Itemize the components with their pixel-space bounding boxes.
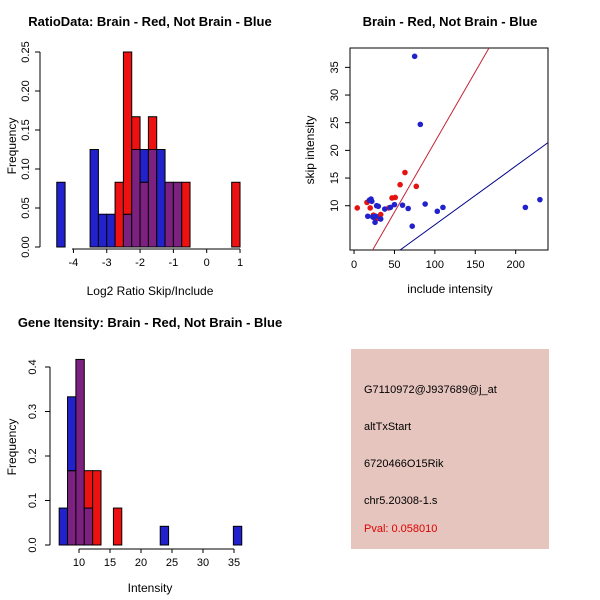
- x-tick-label: -1: [168, 257, 179, 269]
- y-tick-label: 0.25: [20, 41, 32, 63]
- y-tick-label: 0.1: [27, 492, 39, 509]
- gene-hist-title: Gene Itensity: Brain - Red, Not Brain - Blue: [17, 315, 283, 330]
- histogram-bar-overlap: [140, 182, 148, 247]
- x-tick-label: 35: [227, 557, 241, 569]
- x-tick-label: -2: [135, 257, 145, 269]
- scatter-point-red: [413, 184, 419, 190]
- pval-text: Pval: 0.058010: [364, 523, 438, 535]
- x-tick-label: 100: [425, 259, 445, 271]
- scatter-point-blue: [375, 203, 381, 209]
- scatter-point-blue: [418, 122, 424, 128]
- scatter-point-blue: [523, 205, 529, 211]
- scatter-point-blue: [537, 197, 543, 203]
- scatter-point-blue: [440, 205, 446, 211]
- histogram-bar-red: [132, 117, 140, 150]
- histogram-bar-blue: [157, 150, 165, 248]
- scatter-point-blue: [409, 223, 415, 229]
- x-tick-label: 0: [350, 259, 358, 271]
- x-tick-label: 200: [506, 259, 525, 271]
- histogram-bar-blue: [68, 397, 76, 471]
- probe-id-text: G7110972@J937689@j_at: [364, 384, 497, 396]
- histogram-bar-blue: [160, 526, 168, 545]
- ratio-hist-ylabel: Frequency: [5, 117, 19, 175]
- histogram-bar-overlap: [76, 359, 84, 545]
- y-tick-label: 0.05: [20, 197, 32, 219]
- x-tick-label: 25: [165, 557, 179, 569]
- x-tick-label: 1: [236, 257, 244, 269]
- x-tick-label: 30: [196, 557, 210, 569]
- event-type-text: altTxStart: [364, 421, 412, 433]
- scatter-point-blue: [378, 216, 384, 222]
- histogram-bar-overlap: [68, 471, 76, 545]
- scatter-title: Brain - Red, Not Brain - Blue: [362, 14, 538, 29]
- scatter-point-blue: [412, 54, 418, 60]
- scatter-ylabel: skip intensity: [303, 115, 317, 185]
- scatter-point-red: [397, 182, 403, 188]
- x-tick-label: 0: [203, 257, 210, 269]
- gene-hist-xlabel: Intensity: [127, 581, 173, 595]
- x-tick-label: 10: [72, 557, 86, 569]
- scatter-point-blue: [365, 213, 371, 219]
- histogram-bar-blue: [233, 526, 241, 545]
- histogram-bar-blue: [90, 150, 98, 248]
- histogram-bar-blue: [98, 214, 106, 247]
- histogram-bar-red: [182, 182, 190, 247]
- x-tick-label: -3: [101, 257, 112, 269]
- x-tick-label: 150: [466, 259, 485, 271]
- y-tick-label: 0.15: [20, 119, 32, 141]
- histogram-bar-overlap: [123, 214, 131, 247]
- histogram-bar-overlap: [165, 182, 173, 247]
- histogram-bar-overlap: [84, 508, 92, 545]
- y-tick-label: 0.20: [20, 80, 32, 102]
- gene-hist-ylabel: Frequency: [5, 418, 19, 476]
- y-tick-label: 0.10: [20, 158, 32, 180]
- histogram-bar-red: [113, 508, 121, 545]
- y-tick-label: 20: [329, 144, 341, 157]
- histogram-bar-blue: [59, 508, 67, 545]
- y-tick-label: 35: [329, 61, 341, 74]
- y-tick-label: 0.2: [27, 448, 39, 464]
- y-tick-label: 0.00: [20, 236, 32, 258]
- y-tick-label: 15: [329, 171, 341, 185]
- ratio-hist-xlabel: Log2 Ratio Skip/Include: [86, 284, 214, 298]
- scatter-point-blue: [400, 202, 406, 208]
- histogram-bar-red: [115, 182, 123, 247]
- y-tick-label: 30: [329, 88, 341, 102]
- x-tick-label: 50: [388, 259, 401, 271]
- scatter-point-blue: [405, 206, 411, 212]
- scatter-point-blue: [373, 213, 379, 219]
- x-tick-label: -4: [68, 257, 79, 269]
- scatter-point-red: [354, 205, 360, 211]
- histogram-bar-overlap: [132, 150, 140, 248]
- gene-name-text: 6720466O15Rik: [364, 458, 444, 470]
- histogram-bar-overlap: [148, 150, 156, 248]
- scatter-xlabel: include intensity: [407, 282, 493, 296]
- ratio-hist-title: RatioData: Brain - Red, Not Brain - Blue: [28, 14, 272, 29]
- histogram-bar-red: [148, 117, 156, 150]
- info-panel: [351, 349, 549, 549]
- histogram-bar-red: [93, 471, 101, 545]
- locus-text: chr5.20308-1.s: [364, 495, 438, 507]
- blue-fit-line: [400, 143, 548, 250]
- scatter-point-red: [367, 205, 373, 211]
- histogram-bar-red: [123, 52, 131, 214]
- scatter-point-blue: [372, 220, 378, 226]
- scatter-point-blue: [369, 198, 375, 204]
- scatter-point-red: [392, 195, 398, 201]
- scatter-point-blue: [392, 202, 398, 208]
- scatter-point-blue: [382, 206, 388, 212]
- y-tick-label: 0.4: [27, 359, 39, 375]
- x-tick-label: 20: [134, 557, 148, 569]
- y-tick-label: 0.3: [27, 403, 39, 420]
- red-fit-line: [373, 48, 489, 250]
- y-tick-label: 0.0: [27, 537, 39, 553]
- x-tick-label: 15: [103, 557, 117, 569]
- scatter-point-red: [402, 170, 408, 176]
- scatter-point-blue: [434, 208, 440, 214]
- y-tick-label: 25: [329, 116, 341, 129]
- histogram-bar-blue: [107, 214, 115, 247]
- histogram-bar-blue: [140, 150, 148, 183]
- histogram-bar-red: [232, 182, 240, 247]
- histogram-bar-overlap: [173, 182, 181, 247]
- scatter-point-blue: [422, 201, 428, 207]
- histogram-bar-blue: [57, 182, 65, 247]
- y-tick-label: 10: [329, 199, 341, 212]
- histogram-bar-red: [84, 471, 92, 508]
